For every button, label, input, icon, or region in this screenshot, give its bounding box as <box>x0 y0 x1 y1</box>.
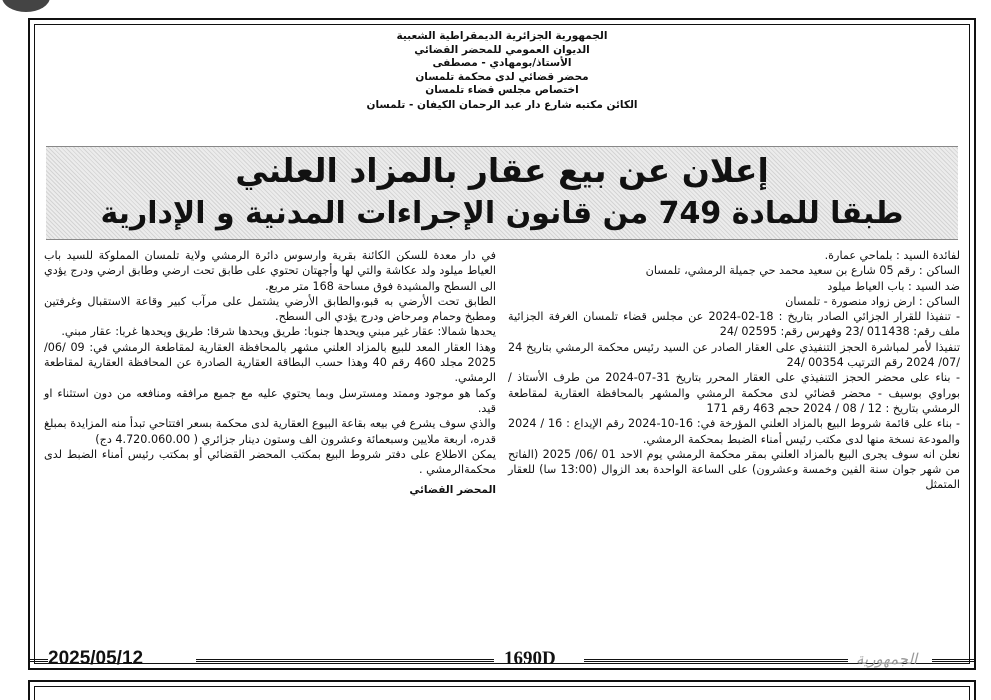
paragraph: تنفيذا لأمر لمباشرة الحجز التنفيذي على العقار الصادر عن السيد رئيس محكمة الرمشي بتاريخ 24 /07/ 2024 رقم الترتيب 00354 /24 <box>508 340 960 370</box>
footer-date: 2025/05/12 <box>48 648 144 669</box>
paragraph: الساكن : رقم 05 شارع بن سعيد محمد حي جميلة الرمشي، تلمسان <box>645 264 960 278</box>
notice-header <box>40 30 964 113</box>
paragraph: - تنفيذا للقرار الجزائي الصادر بتاريخ : 18-02-2024 عن مجلس قضاء تلمسان الغرفة الجزائية ملف رقم: 011438 /23 وفهرس رقم: 02595 /24 <box>508 310 960 339</box>
footer-rule <box>28 659 48 662</box>
footer-ad-number: 1690D <box>504 648 556 669</box>
paragraph: وهذا العقار المعد للبيع بالمزاد العلني مشهر بالمحافظة العقارية لمقاطعة الرمشي في: 09 /06/ 2025 مجلد 460 رقم 40 وهذا حسب البطاقة العقارية الصادرة عن المحافظة العقارية لمقاطعة الرمشي. <box>44 340 497 385</box>
page-corner-mark <box>2 0 50 12</box>
signature: المحضر القضائي <box>409 484 496 497</box>
footer-rule <box>584 659 848 662</box>
paragraph: الطابق تحت الأرضي به قبو،والطابق الأرضي يشتمل على مرآب كبير وقاعة الاستقبال وغرفتين ومطبخ وحمام ومرحاض ودرج يؤدي الى السطح. <box>44 294 496 324</box>
header-office: الديوان العمومي للمحضر القضائي <box>414 43 590 56</box>
paragraph: وكما هو موجود وممتد ومسترسل وبما يحتوي عليه مع جميع مرافقه ومنافعه من دون استثناء او قيد. <box>44 386 496 415</box>
footer-rule <box>932 659 976 662</box>
header-address: الكائن مكتبه شارع دار عبد الرحمان الكيفان - تلمسان <box>366 98 638 111</box>
header-jurisdiction: اختصاص مجلس قضاء تلمسان <box>425 84 579 97</box>
paragraph: لفائدة السيد : بلماحي عمارة. <box>824 249 960 262</box>
notice-footer <box>28 648 976 670</box>
paragraph: في دار معدة للسكن الكائنة بقرية وارسوس دائرة الرمشي ولاية تلمسان المملوكة للسيد باب العياط ميلود ولد عكاشة والتي لها وأجهتان تحتوي على طابق تحت ارضي وطابق ارضي ودرج يؤدي الى السطح والمشيدة فوق مساحة 168 متر مربع. <box>44 249 496 293</box>
header-bailiff-name: الأستاذ/بومهادي - مصطفى <box>432 57 572 70</box>
paragraph: الساكن : ارض زواد منصورة - تلمسان <box>785 294 960 308</box>
paragraph: والذي سوف يشرع في بيعه بقاعة البيوع العقارية لدى محكمة بسعر افتتاحي تبدأ منه المزايدة بمبلغ قدره، اربعة ملايين وسبعمائة وعشرون الف وستون دينار جزائري ( 4.720.060.00 دج) <box>44 417 496 446</box>
footer-rule <box>196 659 494 662</box>
right-column <box>508 248 960 493</box>
paragraph: - بناء على محضر الحجز التنفيذي على العقار المحرر بتاريخ 31-07-2024 من طرف الأستاذ / بوراوي بوسيف - محضر قضائي لدى محكمة الرمشي والمشهر بالمحافظة العقارية لمقاطعة الرمشي بتاريخ : 12 / 08 / 2024 حجم 463 رقم 171 <box>508 371 960 415</box>
paragraph: يحدها شمالا: عقار غير مبني ويحدها جنوبا: طريق ويحدها شرقا: طريق ويحدها غربا: عقار مبني. <box>61 325 496 339</box>
newspaper-logo: الجمهورية <box>856 650 918 668</box>
paragraph: نعلن انه سوف يجرى البيع بالمزاد العلني بمقر محكمة الرمشي يوم الاحد 01 /06/ 2025 (الفاتح من شهر جوان سنة الفين وخمسة وعشرون) على الساعة الواحدة بعد الزوال (13:00 سا) للعقار المتمثل <box>508 447 961 492</box>
header-republic: الجمهورية الجزائرية الديمقراطية الشعبية <box>396 30 608 42</box>
paragraph: يمكن الاطلاع على دفتر شروط البيع بمكتب المحضر القضائي أو بمكتب رئيس أمناء الضبط لدى محكمةالرمشي . <box>44 447 496 477</box>
paragraph: - بناء على قائمة شروط البيع بالمزاد العلني المؤرخة في: 16-10-2024 رقم الإيداع : 16 / 2024 والمودعة نسخة منها لدى مكتب رئيس أمناء الضبط بمحكمة الرمشي. <box>508 417 960 446</box>
notice-subtitle: طبقا للمادة 749 من قانون الإجراءات المدنية و الإدارية <box>100 196 904 231</box>
next-notice-inner-frame <box>34 686 970 700</box>
header-court: محضر قضائي لدى محكمة تلمسان <box>415 70 589 83</box>
paragraph: ضد السيد : باب العياط ميلود <box>827 279 960 293</box>
notice-title: إعلان عن بيع عقار بالمزاد العلني <box>235 151 769 190</box>
left-column <box>44 248 496 499</box>
